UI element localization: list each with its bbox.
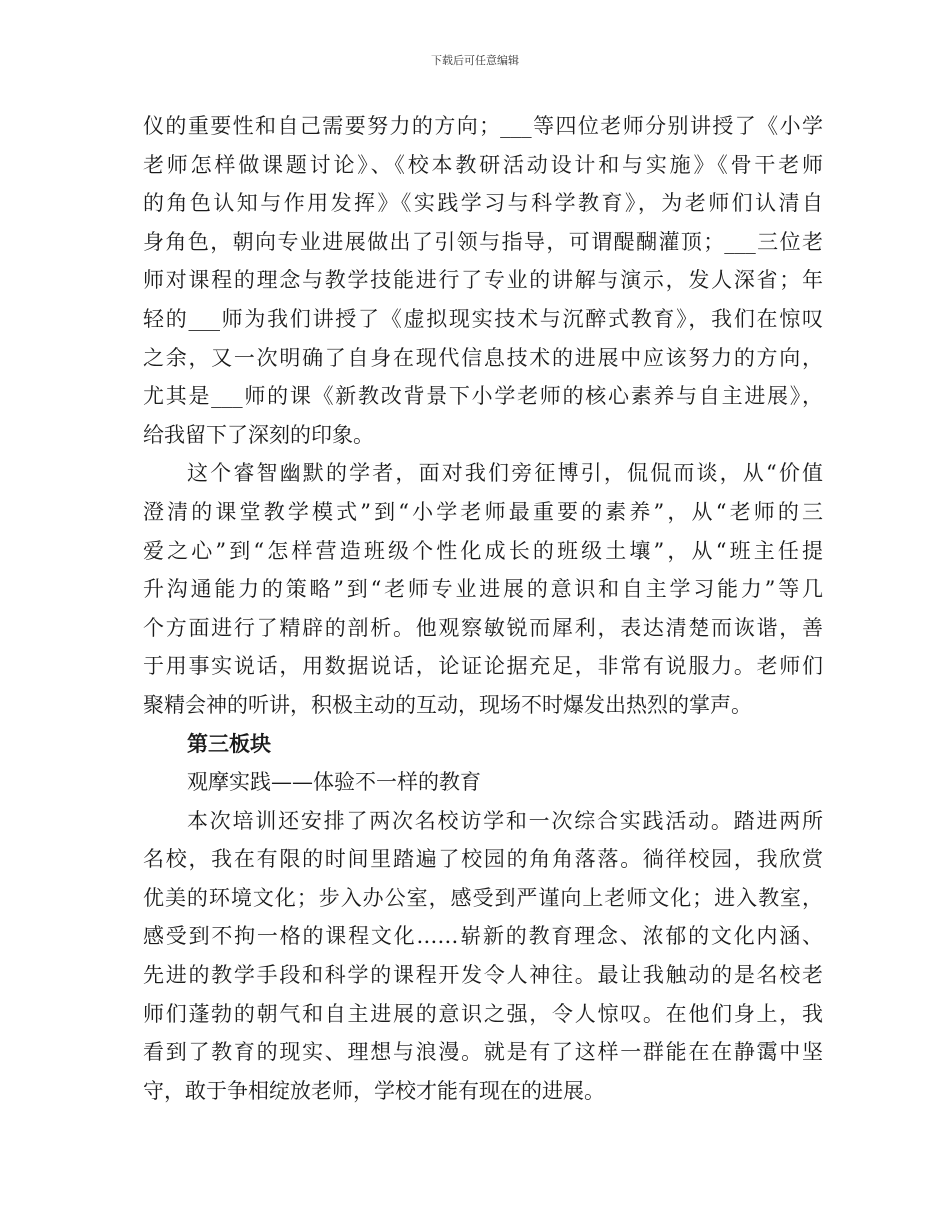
text-line: 名校，我在有限的时间里踏遍了校园的角角落落。徜徉校园，我欣赏 [143,847,823,872]
text-line: 升沟通能力的策略”到“老师专业进展的意识和自主学习能力”等几 [143,577,823,602]
page-header: 下载后可任意编辑 [431,54,519,67]
text-line: 感受到不拘一格的课程文化……崭新的教育理念、浓郁的文化内涵、 [143,924,823,949]
section-heading [143,725,823,764]
text-line: 尤其是___师的课《新教改背景下小学老师的核心素养与自主进展》， [143,384,823,409]
paragraph [143,107,823,454]
text-line: 聚精会神的听讲，积极主动的互动，现场不时爆发出热烈的掌声。 [143,692,752,717]
text-line: 身角色，朝向专业进展做出了引领与指导，可谓醍醐灌顶；___三位老 [143,229,823,254]
text-line: 之余，又一次明确了自身在现代信息技术的进展中应该努力的方向， [143,345,823,370]
document-body [143,107,823,1110]
text-line: 优美的环境文化；步入办公室，感受到严谨向上老师文化；进入教室， [143,885,823,910]
text-line: 爱之心”到“怎样营造班级个性化成长的班级土壤”，从“班主任提 [143,538,823,563]
text-line: 给我留下了深刻的印象。 [143,422,374,447]
text-line: 守，敢于争相绽放老师，学校才能有现在的进展。 [143,1078,605,1103]
text-line: 澄清的课堂教学模式”到“小学老师最重要的素养”，从“老师的三 [143,499,823,524]
section-subtitle [143,763,823,802]
text-line: 这个睿智幽默的学者，面对我们旁征博引，侃侃而谈，从“价值 [187,461,823,486]
text-line: 个方面进行了精辟的剖析。他观察敏锐而犀利，表达清楚而诙谐，善 [143,615,823,640]
text-line: 轻的___师为我们讲授了《虚拟现实技术与沉醉式教育》，我们在惊叹 [143,306,823,331]
text-line: 老师怎样做课题讨论》、《校本教研活动设计和与实施》《骨干老师 [143,152,823,177]
section-title: 第三板块 [187,731,271,756]
subtitle-text: 观摩实践——体验不一样的教育 [187,770,481,795]
text-line: 先进的教学手段和科学的课程开发令人神往。最让我触动的是名校老 [143,963,823,988]
text-line: 本次培训还安排了两次名校访学和一次综合实践活动。踏进两所 [187,808,823,833]
text-line: 于用事实说话，用数据说话，论证论据充足，非常有说服力。老师们 [143,654,823,679]
text-line: 师对课程的理念与教学技能进行了专业的讲解与演示，发人深省；年 [143,268,823,293]
text-line: 看到了教育的现实、理想与浪漫。就是有了这样一群能在在静霭中坚 [143,1040,823,1065]
text-line: 的角色认知与作用发挥》《实践学习与科学教育》，为老师们认清自 [143,191,823,216]
text-line: 仪的重要性和自己需要努力的方向；___等四位老师分别讲授了《小学 [143,114,823,138]
paragraph [143,454,823,724]
paragraph [143,802,823,1111]
text-line: 师们蓬勃的朝气和自主进展的意识之强，令人惊叹。在他们身上，我 [143,1001,823,1026]
